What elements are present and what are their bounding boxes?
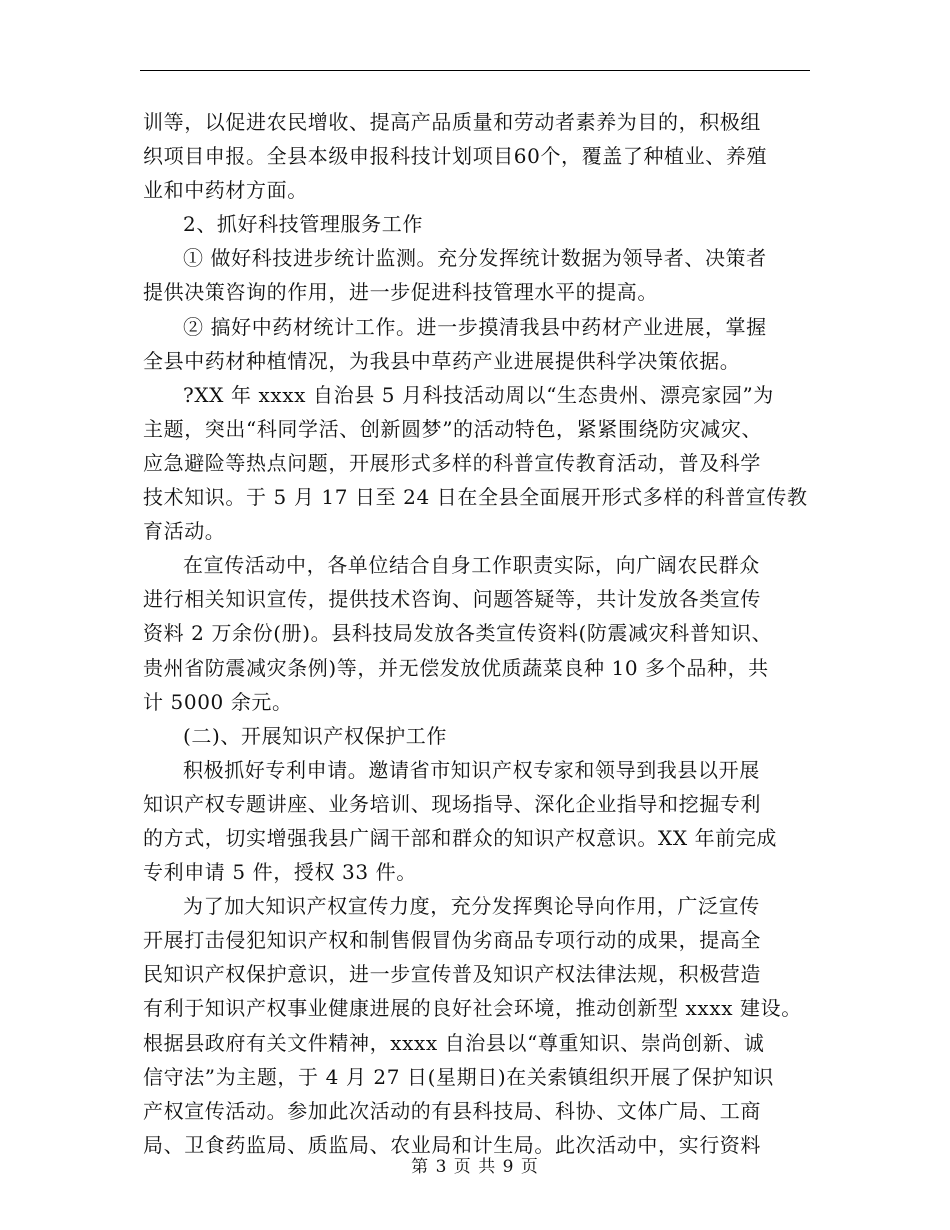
section-heading: 2、抓好科技管理服务工作 — [183, 212, 423, 237]
text-line: 有利于知识产权事业健康进展的良好社会环境，推动创新型 xxxx 建设。 — [143, 996, 802, 1021]
text-line: 业和中药材方面。 — [143, 178, 308, 203]
document-body — [143, 105, 813, 1162]
text-line: 为了加大知识产权宣传力度，充分发挥舆论导向作用，广泛宣传 — [183, 894, 760, 919]
text-line: 进行相关知识宣传，提供技术咨询、问题答疑等，共计发放各类宣传 — [143, 587, 761, 612]
text-line: 产权宣传活动。参加此次活动的有县科技局、科协、文体广局、工商 — [143, 1098, 761, 1123]
text-line: 信守法”为主题，于 4 月 27 日(星期日)在关索镇组织开展了保护知识 — [143, 1064, 775, 1089]
text-line: 训等，以促进农民增收、提高产品质量和劳动者素养为目的，积极组 — [143, 110, 761, 134]
text-line: ② 搞好中药材统计工作。进一步摸清我县中药材产业进展，掌握 — [183, 314, 767, 339]
text-line: 提供决策咨询的作用，进一步促进科技管理水平的提高。 — [143, 280, 658, 305]
text-line: 全县中药材种植情况，为我县中草药产业进展提供科学决策依据。 — [143, 348, 741, 373]
text-line: 局、卫食药监局、质监局、农业局和计生局。此次活动中，实行资料 — [143, 1132, 761, 1157]
section-heading: (二)、开展知识产权保护工作 — [183, 723, 448, 748]
text-line: 计 5000 余元。 — [143, 689, 293, 714]
text-line: 知识产权专题讲座、业务培训、现场指导、深化企业指导和挖掘专利 — [143, 791, 761, 816]
page-footer: 第 3 页 共 9 页 — [411, 1157, 539, 1177]
text-line: ?XX 年 xxxx 自治县 5 月科技活动周以“生态贵州、漂亮家园”为 — [183, 382, 774, 407]
text-line: 织项目申报。全县本级申报科技计划项目60个，覆盖了种植业、养殖 — [143, 144, 768, 169]
text-line: 的方式，切实增强我县广阔干部和群众的知识产权意识。XX 年前完成 — [143, 825, 778, 850]
text-line: 专利申请 5 件，授权 33 件。 — [143, 860, 417, 885]
text-line: 积极抓好专利申请。邀请省市知识产权专家和领导到我县以开展 — [183, 757, 760, 782]
text-line: 育活动。 — [143, 519, 226, 544]
text-line: 主题，突出“科同学活、创新圆梦”的活动特色，紧紧围绕防灾减灾、 — [143, 416, 763, 441]
header-rule — [140, 70, 810, 71]
text-line: 应急避险等热点问题，开展形式多样的科普宣传教育活动，普及科学 — [143, 450, 761, 475]
text-line: 根据县政府有关文件精神，xxxx 自治县以“尊重知识、崇尚创新、诚 — [143, 1030, 765, 1055]
text-line: 民知识产权保护意识，进一步宣传普及知识产权法律法规，积极营造 — [143, 962, 761, 987]
text-line: 开展打击侵犯知识产权和制售假冒伪劣商品专项行动的成果，提高全 — [143, 928, 761, 953]
text-line: 贵州省防震减灾条例)等，并无偿发放优质蔬菜良种 10 多个品种，共 — [143, 655, 769, 680]
text-line: 技术知识。于 5 月 17 日至 24 日在全县全面展开形式多样的科普宣传教 — [143, 485, 808, 510]
text-line: 在宣传活动中，各单位结合自身工作职责实际，向广阔农民群众 — [183, 553, 760, 578]
text-line: 资料 2 万余份(册)。县科技局发放各类宣传资料(防震减灾科普知识、 — [143, 621, 773, 646]
text-line: ① 做好科技进步统计监测。充分发挥统计数据为领导者、决策者 — [183, 246, 767, 271]
